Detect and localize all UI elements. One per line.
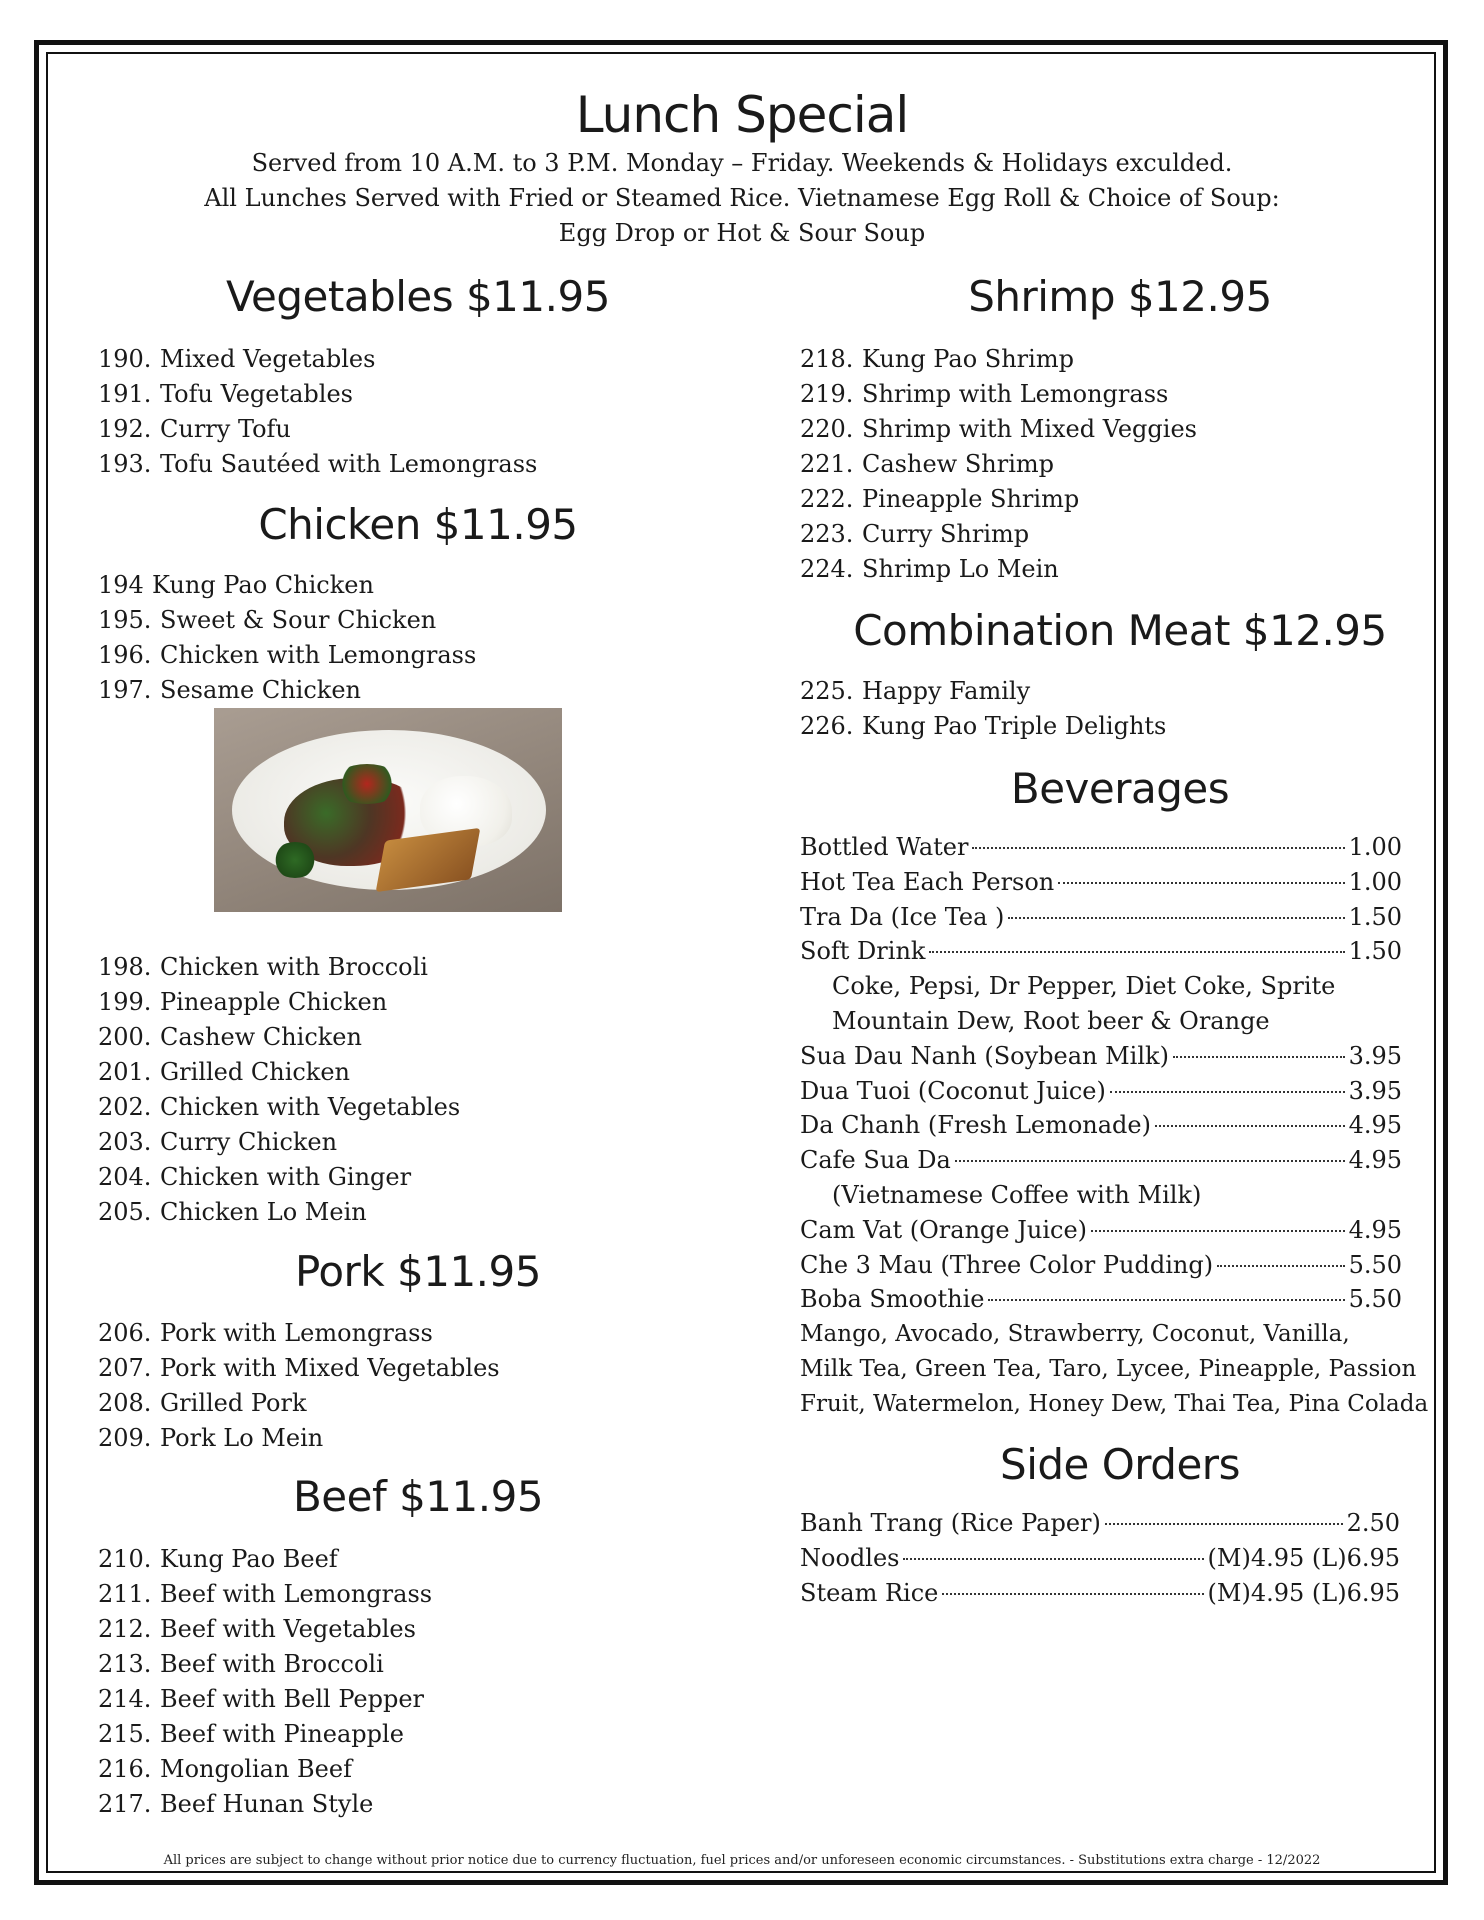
side-orders-list <box>800 1506 1400 1610</box>
list-item: 222. Pineapple Shrimp <box>800 485 1080 513</box>
list-item: Sua Dau Nanh (Soybean Milk) 3.95 <box>800 1041 1402 1070</box>
list-item: 219. Shrimp with Lemongrass <box>800 380 1169 408</box>
list-item: 194 Kung Pao Chicken <box>98 571 374 599</box>
plate <box>232 730 546 890</box>
list-item: Steam Rice (M)4.95 (L)6.95 <box>800 1578 1400 1607</box>
shrimp-heading: Shrimp $12.95 <box>968 272 1272 321</box>
page-title: Lunch Special <box>575 86 909 144</box>
list-item: 207. Pork with Mixed Vegetables <box>98 1354 500 1382</box>
peppers <box>332 764 402 804</box>
list-item: 198. Chicken with Broccoli <box>98 953 428 981</box>
list-item: Bottled Water 1.00 <box>800 833 1402 861</box>
list-item: 195. Sweet & Sour Chicken <box>98 606 437 634</box>
list-item: 215. Beef with Pineapple <box>98 1720 404 1748</box>
list-item: 221. Cashew Shrimp <box>800 450 1054 478</box>
list-item: 193. Tofu Sautéed with Lemongrass <box>98 450 538 478</box>
list-item: 214. Beef with Bell Pepper <box>98 1685 424 1713</box>
chicken-heading: Chicken $11.95 <box>258 500 578 549</box>
list-item: 202. Chicken with Vegetables <box>98 1093 461 1121</box>
list-item-note: (Vietnamese Coffee with Milk) <box>832 1180 1202 1209</box>
list-item: 223. Curry Shrimp <box>800 520 1030 548</box>
flavor-list-line: Fruit, Watermelon, Honey Dew, Thai Tea, Pina Colada <box>800 1390 1429 1417</box>
beverages-list <box>800 830 1429 1422</box>
chicken-list-a <box>98 568 476 708</box>
dish-photo <box>214 708 562 912</box>
list-item: 220. Shrimp with Mixed Veggies <box>800 415 1197 443</box>
side-orders-heading: Side Orders <box>1000 1440 1240 1489</box>
list-item: 208. Grilled Pork <box>98 1389 307 1417</box>
list-item: 212. Beef with Vegetables <box>98 1615 416 1643</box>
footer-disclaimer: All prices are subject to change without prior notice due to currency fluctuation, fuel prices and/or unforeseen economic circumstances. - Substitutions extra charge - 12/2022 <box>163 1853 1321 1868</box>
list-item: 210. Kung Pao Beef <box>98 1545 338 1573</box>
flavor-list-line: Mango, Avocado, Strawberry, Coconut, Vanilla, <box>800 1321 1350 1348</box>
flavor-list-line: Milk Tea, Green Tea, Taro, Lycee, Pineapple, Passion <box>800 1355 1417 1382</box>
header-line-2: All Lunches Served with Fried or Steamed Rice. Vietnamese Egg Roll & Choice of Soup: <box>204 184 1280 212</box>
list-item: 206. Pork with Lemongrass <box>98 1319 433 1347</box>
list-item-note: Coke, Pepsi, Dr Pepper, Diet Coke, Sprite <box>832 972 1336 1001</box>
list-item: Noodles (M)4.95 (L)6.95 <box>800 1543 1400 1572</box>
garnish <box>272 842 318 878</box>
list-item: 190. Mixed Vegetables <box>98 345 376 373</box>
list-item: 225. Happy Family <box>800 677 1031 705</box>
list-item: Dua Tuoi (Coconut Juice) 3.95 <box>800 1076 1402 1105</box>
vegetables-list <box>98 342 537 482</box>
list-item: 191. Tofu Vegetables <box>98 380 353 408</box>
list-item: 199. Pineapple Chicken <box>98 988 388 1016</box>
list-item: 203. Curry Chicken <box>98 1128 338 1156</box>
list-item: Boba Smoothie 5.50 <box>800 1285 1402 1314</box>
chicken-list-b <box>98 950 460 1230</box>
header-line-3: Egg Drop or Hot & Sour Soup <box>558 219 926 247</box>
list-item: Da Chanh (Fresh Lemonade) 4.95 <box>800 1111 1402 1140</box>
list-item: 192. Curry Tofu <box>98 415 291 443</box>
list-item: Cam Vat (Orange Juice) 4.95 <box>800 1215 1402 1244</box>
list-item: Soft Drink 1.50 <box>800 937 1402 966</box>
list-item: 196. Chicken with Lemongrass <box>98 641 477 669</box>
combination-heading: Combination Meat $12.95 <box>853 606 1387 655</box>
combination-list <box>800 674 1166 744</box>
list-item: 213. Beef with Broccoli <box>98 1650 384 1678</box>
list-item: 216. Mongolian Beef <box>98 1755 352 1783</box>
beverages-heading: Beverages <box>1010 764 1230 813</box>
list-item: 204. Chicken with Ginger <box>98 1163 412 1191</box>
list-item: 209. Pork Lo Mein <box>98 1424 324 1452</box>
list-item: 200. Cashew Chicken <box>98 1023 362 1051</box>
shrimp-list <box>800 342 1197 587</box>
beef-list <box>98 1542 432 1822</box>
list-item: 205. Chicken Lo Mein <box>98 1198 367 1226</box>
header-line-1: Served from 10 A.M. to 3 P.M. Monday – Friday. Weekends & Holidays exculded. <box>251 149 1233 177</box>
pork-heading: Pork $11.95 <box>295 1247 541 1296</box>
list-item: Tra Da (Ice Tea ) 1.50 <box>800 902 1402 931</box>
list-item: 226. Kung Pao Triple Delights <box>800 712 1167 740</box>
list-item: 224. Shrimp Lo Mein <box>800 555 1059 583</box>
beef-heading: Beef $11.95 <box>292 1472 544 1521</box>
list-item-note: Mountain Dew, Root beer & Orange <box>832 1006 1270 1035</box>
list-item: 197. Sesame Chicken <box>98 676 361 704</box>
list-item: 201. Grilled Chicken <box>98 1058 351 1086</box>
list-item: Hot Tea Each Person 1.00 <box>800 867 1402 896</box>
list-item: 217. Beef Hunan Style <box>98 1790 374 1818</box>
vegetables-heading: Vegetables $11.95 <box>226 272 610 321</box>
list-item: Banh Trang (Rice Paper) 2.50 <box>800 1509 1400 1537</box>
pork-list <box>98 1316 500 1456</box>
list-item: Cafe Sua Da 4.95 <box>800 1146 1402 1175</box>
list-item: 211. Beef with Lemongrass <box>98 1580 433 1608</box>
list-item: Che 3 Mau (Three Color Pudding) 5.50 <box>800 1250 1402 1279</box>
list-item: 218. Kung Pao Shrimp <box>800 345 1074 373</box>
menu-header <box>0 84 1484 251</box>
